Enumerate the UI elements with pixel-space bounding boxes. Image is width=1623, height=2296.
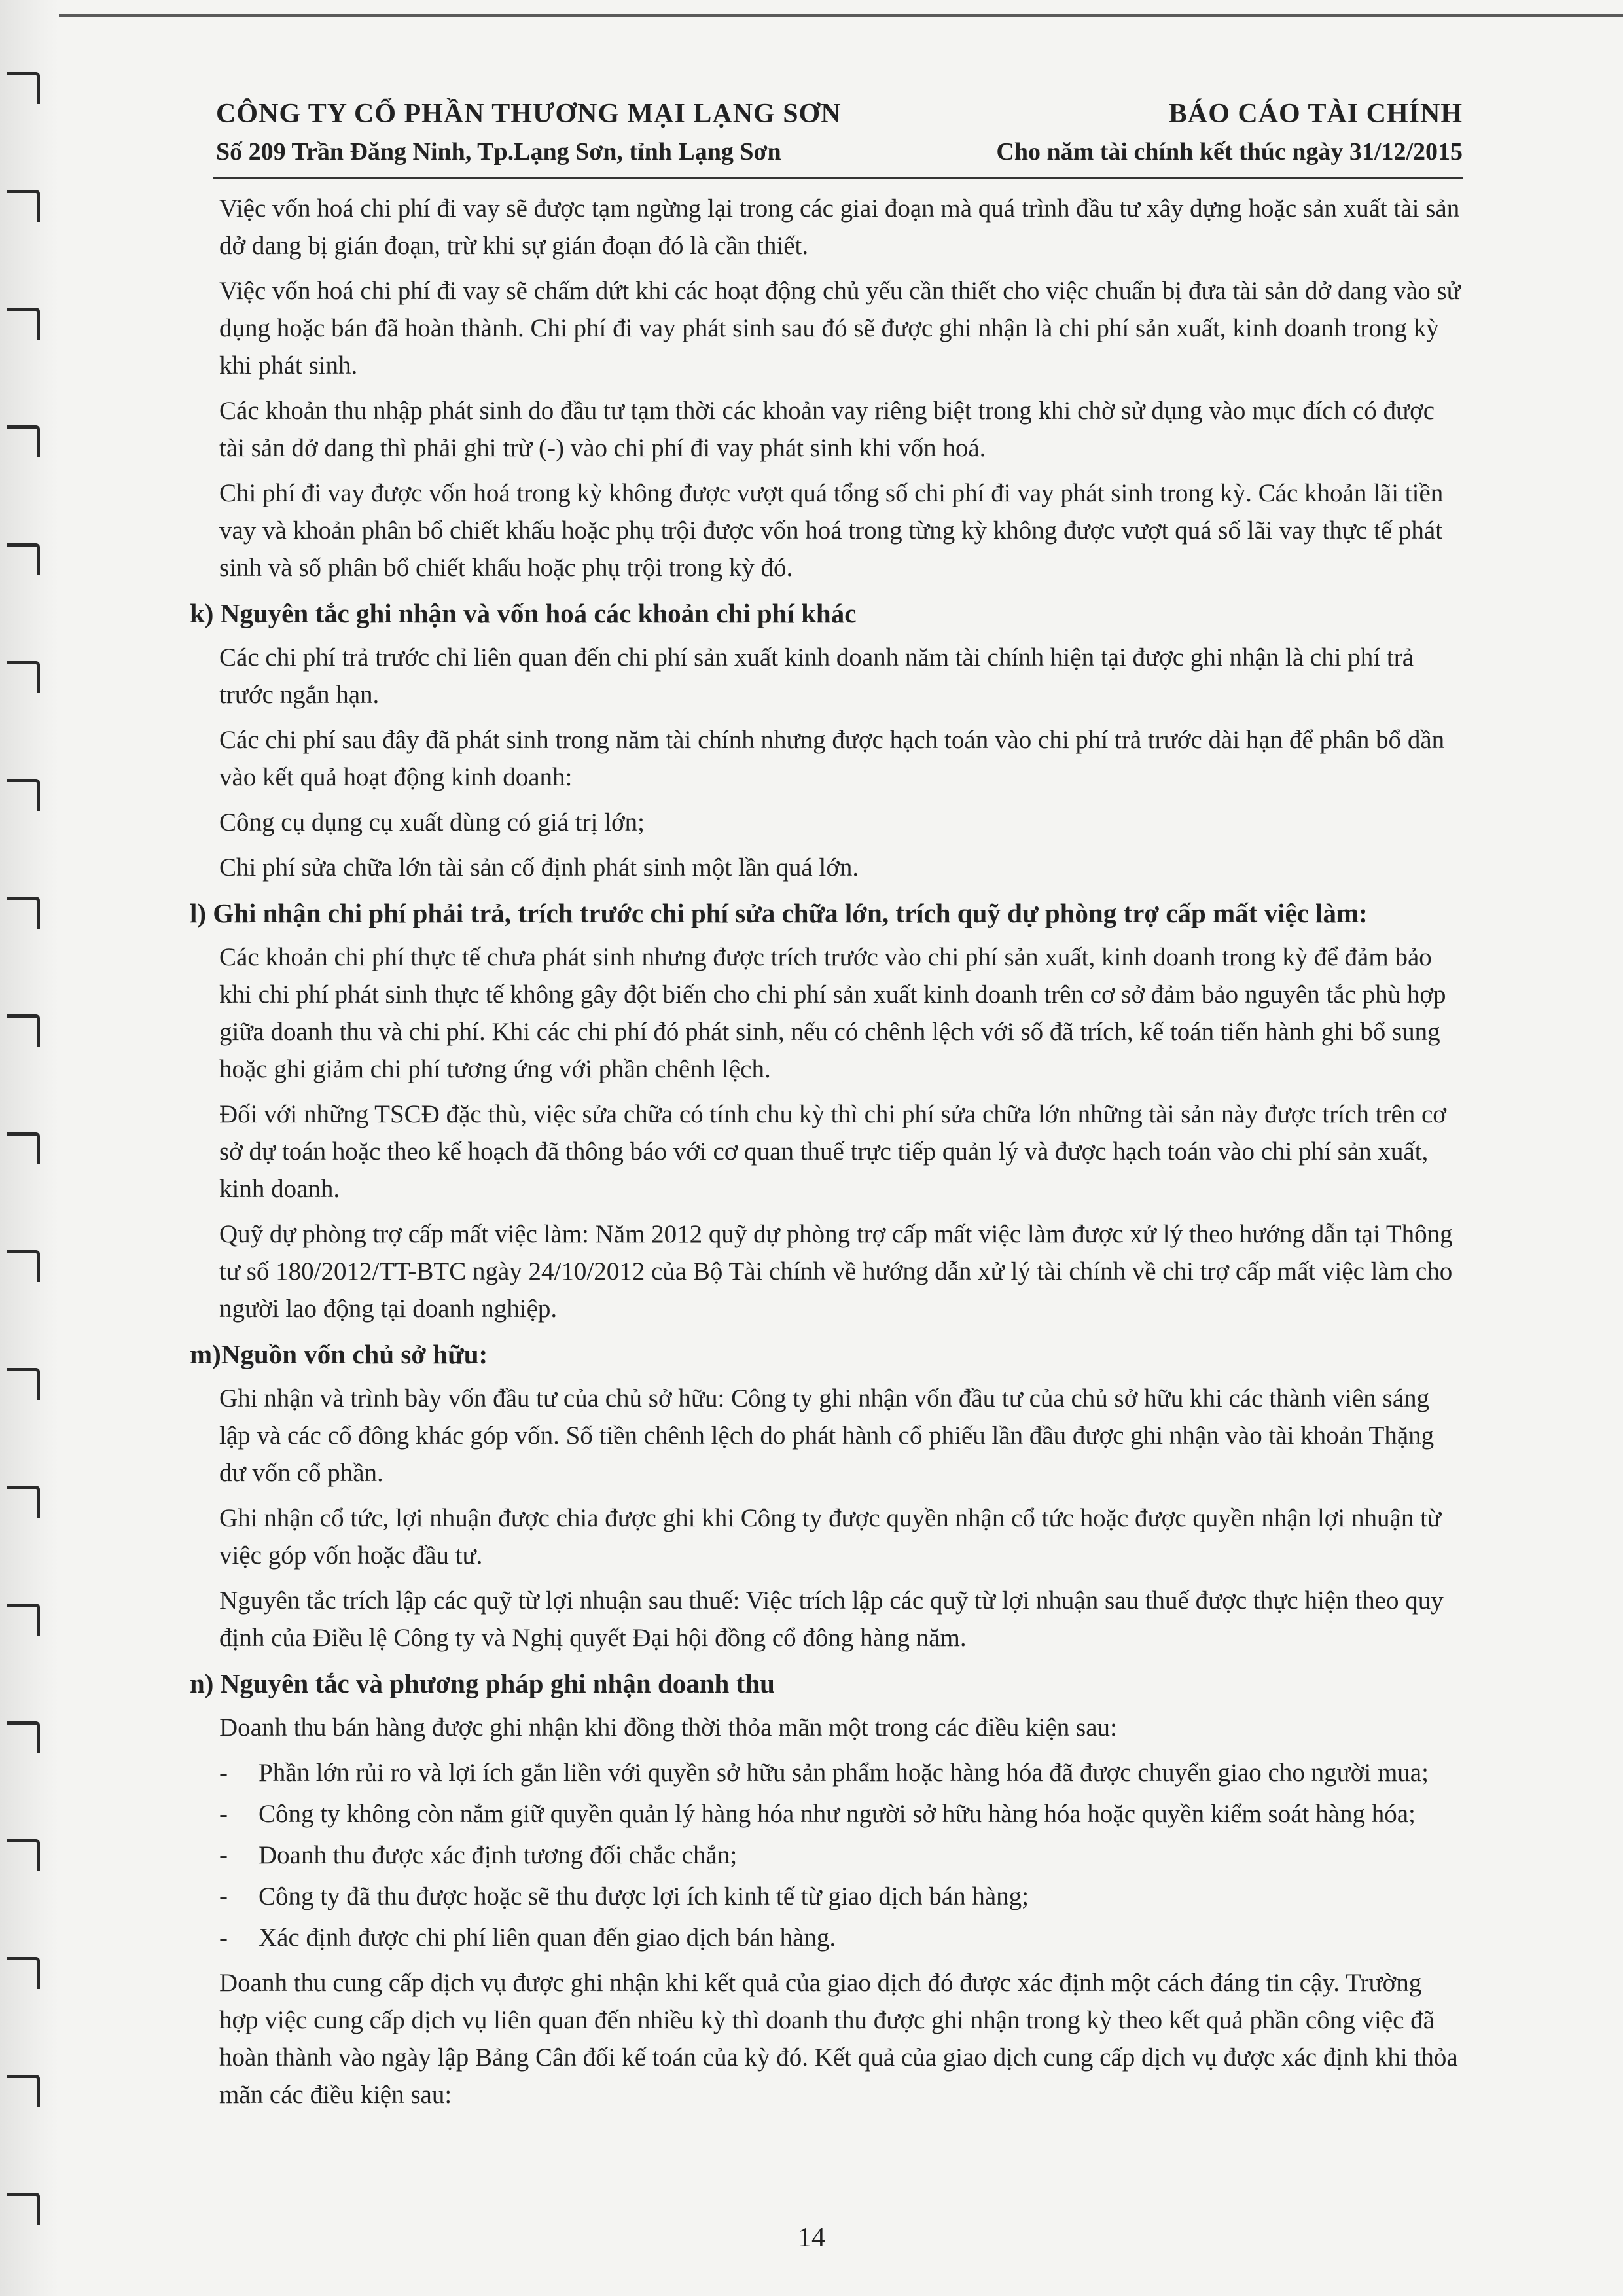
bullet-dash: - xyxy=(219,1882,228,1910)
paragraph: Các chi phí trả trước chỉ liên quan đến chi phí sản xuất kinh doanh năm tài chính hiện tại được ghi nhận là chi phí trả trước ngắn hạn. xyxy=(219,643,1414,709)
paragraph: Ghi nhận và trình bày vốn đầu tư của chủ sở hữu: Công ty ghi nhận vốn đầu tư của chủ sở hữu khi các thành viên sáng lập và các cổ đông khác góp vốn. Số tiền chênh lệch do phát hành cổ phiếu lần đầu được ghi nhận vào tài khoản Thặng dư vốn cổ phần. xyxy=(219,1384,1435,1487)
binding-ring xyxy=(7,897,40,929)
binding-ring xyxy=(7,1604,40,1636)
list-item xyxy=(219,1919,1466,1956)
company-name: CÔNG TY CỔ PHẦN THƯƠNG MẠI LẠNG SƠN xyxy=(216,99,842,129)
list-item xyxy=(219,1754,1466,1791)
paragraph: Đối với những TSCĐ đặc thù, việc sửa chữa có tính chu kỳ thì chi phí sửa chữa lớn những tài sản này được trích trên cơ sở dự toán hoặc theo kế hoạch đã thông báo với cơ quan thuế trực tiếp quản lý và được hạch toán vào chi phí sản xuất, kinh doanh. xyxy=(219,1100,1446,1203)
list-item-text: Công ty không còn nắm giữ quyền quản lý hàng hóa như người sở hữu hàng hóa hoặc quyền kiểm soát hàng hóa; xyxy=(259,1800,1416,1828)
binding-ring xyxy=(7,661,40,693)
section-marker: l) xyxy=(190,898,207,928)
list-item xyxy=(219,1795,1466,1833)
binding-ring xyxy=(7,779,40,811)
paragraph: Chi phí sửa chữa lớn tài sản cố định phát sinh một lần quá lớn. xyxy=(219,853,859,882)
conditions-list xyxy=(219,1754,1466,1956)
binding-ring xyxy=(7,1014,40,1047)
section-title: Nguyên tắc và phương pháp ghi nhận doanh thu xyxy=(220,1668,775,1698)
binding-ring xyxy=(7,190,40,222)
list-item-text: Công ty đã thu được hoặc sẽ thu được lợi ích kinh tế từ giao dịch bán hàng; xyxy=(259,1882,1029,1910)
section-marker: m) xyxy=(190,1339,221,1369)
report-title: BÁO CÁO TÀI CHÍNH xyxy=(1168,99,1463,129)
binding-ring xyxy=(7,2075,40,2107)
section-title: Nguyên tắc ghi nhận và vốn hoá các khoản chi phí khác xyxy=(220,598,857,628)
paragraph: Công cụ dụng cụ xuất dùng có giá trị lớn; xyxy=(219,808,645,836)
binding-ring xyxy=(7,1957,40,1989)
list-item-text: Phần lớn rủi ro và lợi ích gắn liền với quyền sở hữu sản phẩm hoặc hàng hóa đã được chuyển giao cho người mua; xyxy=(259,1759,1429,1787)
list-item-text: Xác định được chi phí liên quan đến giao dịch bán hàng. xyxy=(259,1924,836,1952)
bullet-dash: - xyxy=(219,1924,228,1952)
paragraph: Ghi nhận cổ tức, lợi nhuận được chia được ghi khi Công ty được quyền nhận cổ tức hoặc được quyền nhận lợi nhuận từ việc góp vốn hoặc đầu tư. xyxy=(219,1504,1442,1570)
binding-ring xyxy=(7,1486,40,1518)
section-title: Ghi nhận chi phí phải trả, trích trước chi phí sửa chữa lớn, trích quỹ dự phòng trợ cấp mất việc làm: xyxy=(213,898,1368,928)
paragraph: Doanh thu cung cấp dịch vụ được ghi nhận khi kết quả của giao dịch đó được xác định một cách đáng tin cậy. Trường hợp việc cung cấp dịch vụ liên quan đến nhiều kỳ thì doanh thu được ghi nhận trong kỳ theo kết quả phần công việc đã hoàn thành vào ngày lập Bảng Cân đối kế toán của kỳ đó. Kết quả của giao dịch cung cấp dịch vụ được xác định khi thỏa mãn các điều kiện sau: xyxy=(219,1969,1458,2109)
spiral-binding xyxy=(0,0,59,2296)
top-edge-line xyxy=(0,14,1623,17)
list-item xyxy=(219,1878,1466,1915)
section-marker: n) xyxy=(190,1668,214,1698)
page-header-right xyxy=(996,98,1463,166)
binding-ring xyxy=(7,1132,40,1164)
bullet-dash: - xyxy=(219,1759,228,1787)
section-heading-m xyxy=(190,1335,1466,1373)
paragraph: Việc vốn hoá chi phí đi vay sẽ được tạm ngừng lại trong các giai đoạn mà quá trình đầu tư xây dựng hoặc sản xuất tài sản dở dang bị gián đoạn, trừ khi sự gián đoạn đó là cần thiết. xyxy=(219,194,1460,260)
section-title: Nguồn vốn chủ sở hữu: xyxy=(221,1339,488,1369)
page-number: 14 xyxy=(798,2223,825,2253)
binding-ring xyxy=(7,308,40,340)
binding-ring xyxy=(7,1250,40,1282)
binding-ring xyxy=(7,425,40,457)
section-heading-n xyxy=(190,1664,1466,1702)
paragraph: Chi phí đi vay được vốn hoá trong kỳ không được vượt quá tổng số chi phí đi vay phát sinh trong kỳ. Các khoản lãi tiền vay và khoản phân bổ chiết khấu hoặc phụ trội được vốn hoá trong từng kỳ không được vượt quá số lãi vay thực tế phát sinh và số phân bổ chiết khấu hoặc phụ trội trong kỳ đó. xyxy=(219,479,1444,582)
section-heading-k xyxy=(190,594,1466,632)
binding-ring xyxy=(7,2193,40,2225)
paragraph: Doanh thu bán hàng được ghi nhận khi đồng thời thỏa mãn một trong các điều kiện sau: xyxy=(219,1713,1117,1742)
list-item-text: Doanh thu được xác định tương đối chắc chắn; xyxy=(259,1841,738,1869)
binding-ring xyxy=(7,543,40,575)
report-period: Cho năm tài chính kết thúc ngày 31/12/2015 xyxy=(996,138,1463,166)
bullet-dash: - xyxy=(219,1800,228,1828)
page-header-left xyxy=(216,98,842,166)
binding-ring xyxy=(7,72,40,104)
header-divider xyxy=(213,177,1463,179)
paragraph: Việc vốn hoá chi phí đi vay sẽ chấm dứt khi các hoạt động chủ yếu cần thiết cho việc chuẩn bị đưa tài sản dở dang vào sử dụng hoặc bán đã hoàn thành. Chi phí đi vay phát sinh sau đó sẽ được ghi nhận là chi phí sản xuất, kinh doanh trong kỳ khi phát sinh. xyxy=(219,277,1461,380)
list-item xyxy=(219,1837,1466,1874)
bullet-dash: - xyxy=(219,1841,228,1869)
paragraph: Các khoản chi phí thực tế chưa phát sinh nhưng được trích trước vào chi phí sản xuất, kinh doanh trong kỳ để đảm bảo khi chi phí phát sinh thực tế không gây đột biến cho chi phí sản xuất kinh doanh trên cơ sở đảm bảo nguyên tắc phù hợp giữa doanh thu và chi phí. Khi các chi phí đó phát sinh, nếu có chênh lệch với số đã trích, kế toán tiến hành ghi bổ sung hoặc ghi giảm chi phí tương ứng với phần chênh lệch. xyxy=(219,943,1446,1083)
document-body xyxy=(190,190,1466,2121)
binding-ring xyxy=(7,1839,40,1871)
paragraph: Nguyên tắc trích lập các quỹ từ lợi nhuận sau thuế: Việc trích lập các quỹ từ lợi nhuận sau thuế được thực hiện theo quy định của Điều lệ Công ty và Nghị quyết Đại hội đồng cổ đông hàng năm. xyxy=(219,1587,1444,1652)
paragraph: Quỹ dự phòng trợ cấp mất việc làm: Năm 2012 quỹ dự phòng trợ cấp mất việc làm được xử lý theo hướng dẫn tại Thông tư số 180/2012/TT-BTC ngày 24/10/2012 của Bộ Tài chính về hướng dẫn xử lý tài chính về chi trợ cấp mất việc làm cho người lao động tại doanh nghiệp. xyxy=(219,1220,1453,1323)
section-heading-l xyxy=(190,894,1466,932)
section-marker: k) xyxy=(190,598,214,628)
company-address: Số 209 Trần Đăng Ninh, Tp.Lạng Sơn, tỉnh Lạng Sơn xyxy=(216,138,781,166)
binding-ring xyxy=(7,1721,40,1753)
paragraph: Các chi phí sau đây đã phát sinh trong năm tài chính nhưng được hạch toán vào chi phí trả trước dài hạn để phân bổ dần vào kết quả hoạt động kinh doanh: xyxy=(219,726,1445,791)
binding-ring xyxy=(7,1368,40,1400)
paragraph: Các khoản thu nhập phát sinh do đầu tư tạm thời các khoản vay riêng biệt trong khi chờ sử dụng vào mục đích có được tài sản dở dang thì phải ghi trừ (-) vào chi phí đi vay phát sinh khi vốn hoá. xyxy=(219,397,1435,462)
